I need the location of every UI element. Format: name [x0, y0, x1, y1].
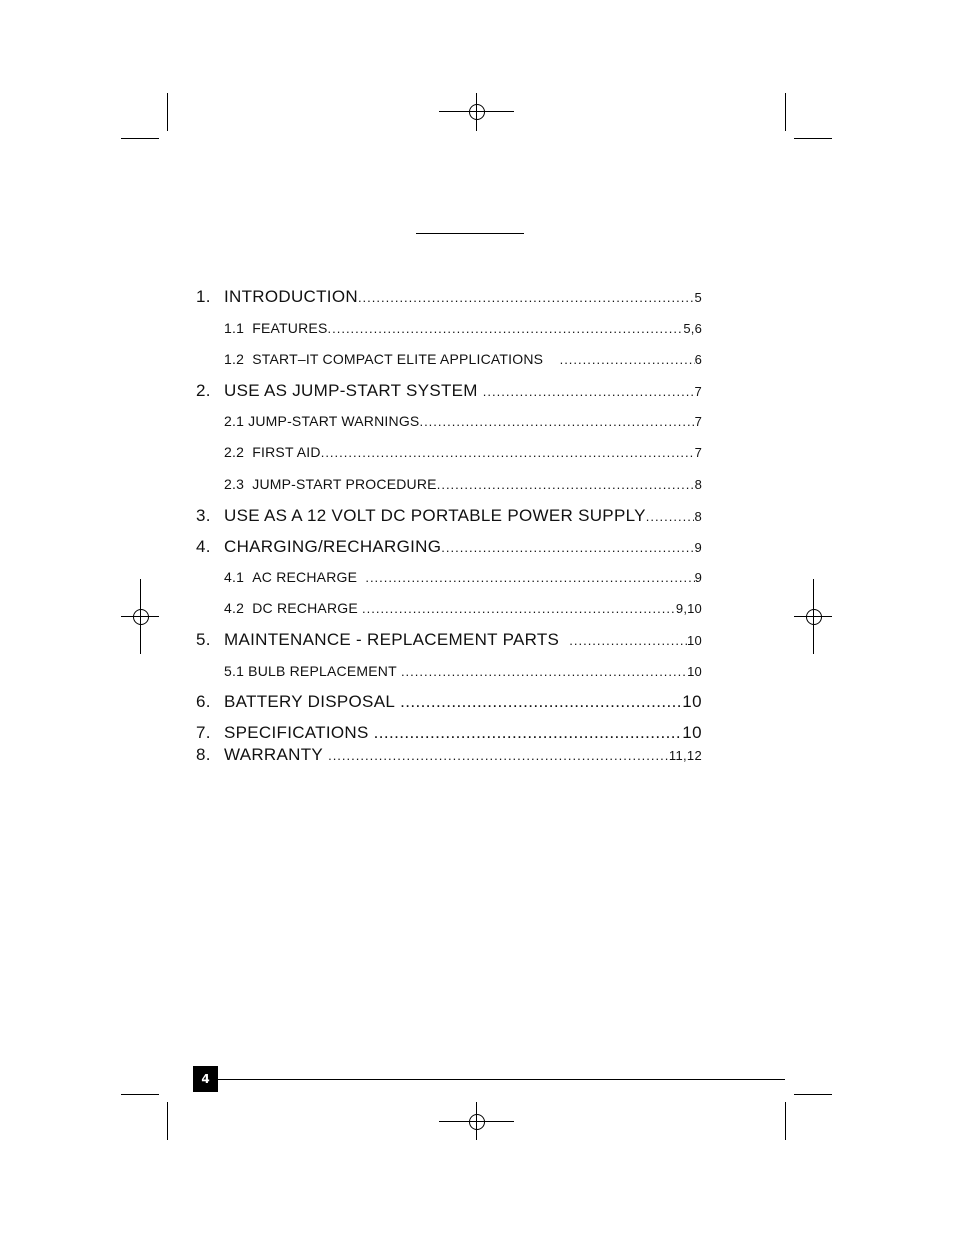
dot-leader [362, 601, 676, 616]
toc-page: 10 [686, 633, 702, 648]
toc-number: 1.2 [224, 351, 245, 367]
toc-page: 9,10 [675, 601, 702, 616]
toc-entry-bulb-replacement [224, 663, 702, 679]
dot-leader [483, 384, 695, 399]
toc-number: 4.2 [224, 600, 245, 616]
dot-leader [400, 692, 682, 712]
dot-leader [560, 352, 695, 367]
toc-entry-power-supply [196, 506, 702, 526]
toc-page: 9 [694, 570, 702, 585]
toc-number: 4. [196, 537, 211, 556]
crop-mark-bottom-left-vertical [167, 1102, 168, 1140]
crop-mark-top-right-horizontal [794, 138, 832, 139]
toc-page: 5 [694, 290, 702, 305]
dot-leader [646, 509, 695, 524]
dot-leader [328, 321, 684, 336]
toc-title: BATTERY DISPOSAL [224, 692, 396, 711]
toc-title: BULB REPLACEMENT [248, 663, 397, 679]
toc-entry-first-aid [224, 444, 702, 460]
toc-entry-specifications [196, 723, 702, 743]
toc-page: 6 [694, 352, 702, 367]
dot-leader [437, 477, 695, 492]
toc-title: USE AS A 12 VOLT DC PORTABLE POWER SUPPLY [224, 506, 646, 525]
crop-mark-bottom-right-horizontal [794, 1094, 832, 1095]
dot-leader [419, 414, 694, 429]
toc-page: 10 [682, 723, 702, 742]
footer-rule [218, 1079, 785, 1080]
dot-leader [358, 290, 695, 305]
toc-entry-features [224, 320, 702, 336]
toc-entry-jump-start-warnings [224, 413, 702, 429]
toc-entry-battery-disposal [196, 692, 702, 712]
toc-number: 2.2 [224, 444, 245, 460]
toc-entry-applications [224, 351, 702, 367]
toc-number: 8. [196, 745, 211, 764]
toc-entry-charging [196, 537, 702, 557]
toc-title: FIRST AID [252, 444, 321, 460]
dot-leader [365, 570, 694, 585]
toc-title: WARRANTY [224, 745, 324, 764]
toc-title: JUMP-START PROCEDURE [252, 476, 437, 492]
crop-mark-top-left-horizontal [121, 138, 159, 139]
toc-page: 8 [694, 509, 702, 524]
toc-page: 7 [694, 445, 702, 460]
toc-number: 2. [196, 381, 211, 400]
toc-entry-jump-start-system [196, 381, 702, 401]
toc-page: 10 [687, 664, 702, 679]
title-underline [416, 233, 524, 234]
page-number: 4 [201, 1072, 210, 1086]
toc-number: 4.1 [224, 569, 245, 585]
crop-mark-bottom-right-vertical [785, 1102, 786, 1140]
dot-leader [321, 445, 695, 460]
dot-leader [441, 540, 694, 555]
crop-mark-top-right-vertical [785, 93, 786, 131]
toc-entry-warranty [196, 745, 702, 765]
toc-number: 6. [196, 692, 211, 711]
toc-page: 5,6 [683, 321, 702, 336]
toc-title: SPECIFICATIONS [224, 723, 369, 742]
toc-number: 2.3 [224, 476, 245, 492]
toc-title: JUMP-START WARNINGS [248, 413, 420, 429]
toc-title: MAINTENANCE - REPLACEMENT PARTS [224, 630, 560, 649]
dot-leader [401, 664, 687, 679]
toc-page: 8 [694, 477, 702, 492]
toc-entry-maintenance [196, 630, 702, 650]
toc-title: USE AS JUMP-START SYSTEM [224, 381, 478, 400]
toc-title: START–IT COMPACT ELITE APPLICATIONS [252, 351, 544, 367]
toc-number: 5.1 [224, 663, 245, 679]
toc-number: 3. [196, 506, 211, 525]
toc-entry-dc-recharge [224, 600, 702, 616]
toc-number: 7. [196, 723, 211, 742]
toc-page: 7 [694, 414, 702, 429]
toc-entry-introduction [196, 287, 702, 307]
page-number-badge [193, 1066, 218, 1092]
toc-number: 1. [196, 287, 211, 306]
toc-number: 2.1 [224, 413, 245, 429]
dot-leader [328, 748, 669, 763]
toc-page: 7 [694, 384, 702, 399]
toc-number: 1.1 [224, 320, 245, 336]
crop-mark-bottom-left-horizontal [121, 1094, 159, 1095]
toc-entry-ac-recharge [224, 569, 702, 585]
toc-page: 10 [682, 692, 702, 711]
dot-leader [374, 723, 683, 743]
toc-title: FEATURES [252, 320, 328, 336]
toc-title: INTRODUCTION [224, 287, 358, 306]
toc-entry-jump-start-procedure [224, 476, 702, 492]
toc-title: DC RECHARGE [252, 600, 358, 616]
dot-leader [569, 633, 687, 648]
crop-mark-top-left-vertical [167, 93, 168, 131]
toc-page: 9 [694, 540, 702, 555]
toc-title: AC RECHARGE [252, 569, 358, 585]
toc-number: 5. [196, 630, 211, 649]
toc-page: 11,12 [668, 748, 702, 763]
toc-title: CHARGING/RECHARGING [224, 537, 442, 556]
